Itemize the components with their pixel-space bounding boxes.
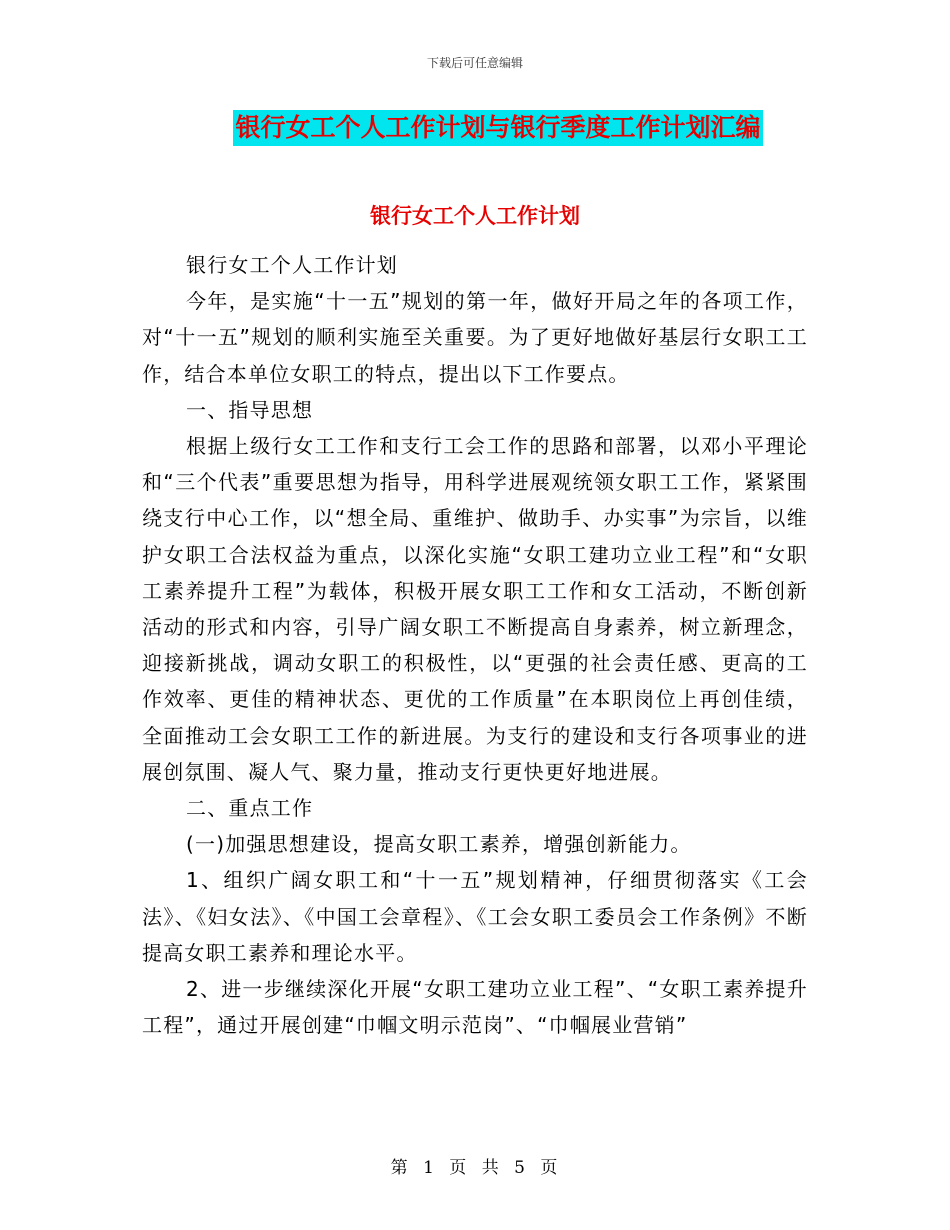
paragraph: 根据上级行女工工作和支行工会工作的思路和部署，以邓小平理论和“三个代表”重要思想为指导，用科学进展观统领女职工工作，紧紧围绕支行中心工作，以“想全局、重维护、做助手、办实事”为宗旨，以维护女职工合法权益为重点，以深化实施“女职工建功立业工程”和“女职工素养提升工程”为载体，积极开展女职工工作和女工活动，不断创新活动的形式和内容，引导广阔女职工不断提高自身素养，树立新理念，迎接新挑战，调动女职工的积极性，以“更强的社会责任感、更高的工作效率、更佳的精神状态、更优的工作质量”在本职岗位上再创佳绩，全面推动工会女职工工作的新进展。为支行的建设和支行各项事业的进展创氛围、凝人气、聚力量，推动支行更快更好地进展。 — [142, 434, 808, 784]
total-pages-number: 5 — [514, 1158, 527, 1178]
header-note: 下载后可任意编辑 — [426, 56, 523, 70]
paragraph: 2、进一步继续深化开展“女职工建功立业工程”、“女职工素养提升工程”，通过开展创建“巾帼文明示范岗”、“巾帼展业营销” — [142, 977, 808, 1038]
current-page-number: 1 — [423, 1158, 436, 1178]
paragraph: 今年，是实施“十一五”规划的第一年，做好开局之年的各项工作，对“十一五”规划的顺利实施至关重要。为了更好地做好基层行女职工工作，结合本单位女职工的特点，提出以下工作要点。 — [142, 289, 808, 386]
page-footer — [0, 1153, 950, 1178]
paragraph: 1、组织广阔女职工和“十一五”规划精神，仔细贯彻落实《工会法》、《妇女法》、《中国工会章程》、《工会女职工委员会工作条例》不断提高女职工素养和理论水平。 — [142, 868, 808, 965]
total-label: 共 — [481, 1158, 501, 1178]
section-title: 银行女工个人工作计划 — [370, 203, 580, 228]
page-label-mid: 页 — [449, 1158, 469, 1178]
document-body — [142, 247, 808, 1043]
page-label-suffix: 页 — [540, 1158, 560, 1178]
paragraph: 一、指导思想 — [186, 397, 314, 422]
page-label-prefix: 第 — [390, 1158, 410, 1178]
main-title: 银行女工个人工作计划与银行季度工作计划汇编 — [233, 110, 762, 146]
paragraph: (一)加强思想建设，提高女职工素养，增强创新能力。 — [186, 832, 692, 857]
main-title-container — [0, 110, 950, 146]
paragraph: 二、重点工作 — [186, 796, 314, 821]
paragraph: 银行女工个人工作计划 — [186, 253, 398, 277]
